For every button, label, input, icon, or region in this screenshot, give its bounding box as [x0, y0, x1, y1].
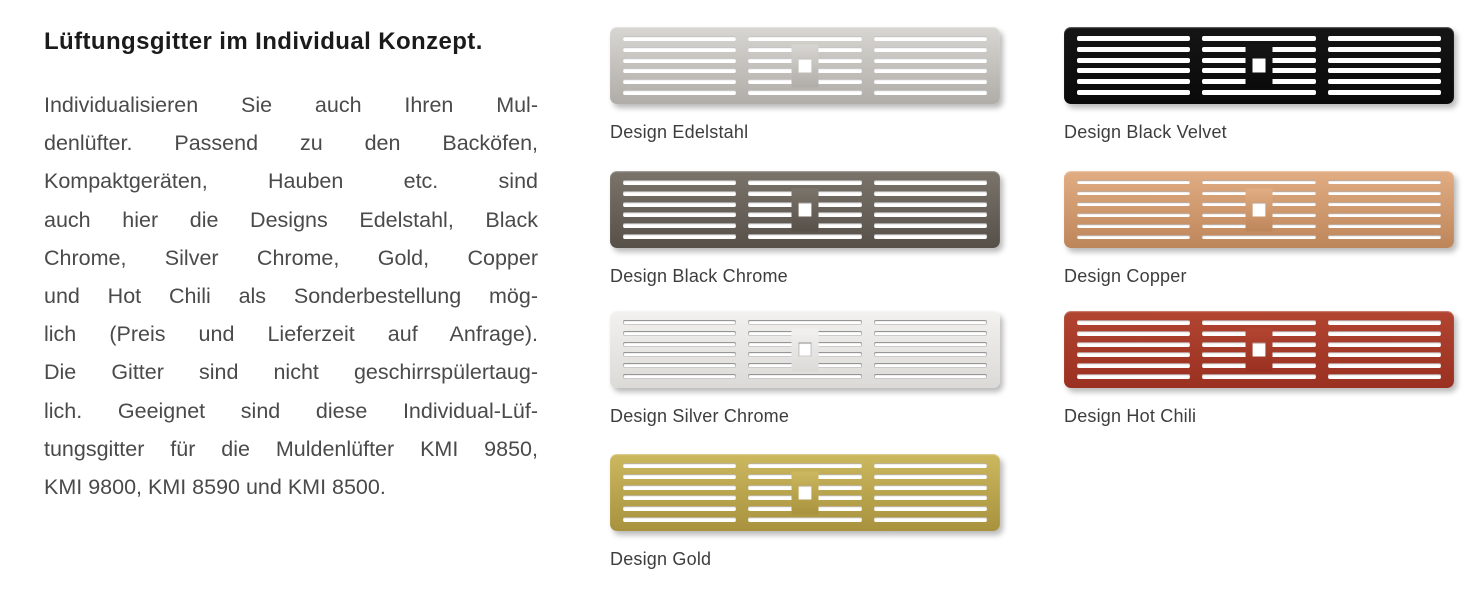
grille-slot [1328, 213, 1441, 217]
grille-slot [1328, 36, 1441, 41]
grille-slot [623, 463, 736, 468]
grille-image-silver-chrome [610, 311, 1000, 388]
grille-slot-column [748, 36, 861, 95]
grille-slot [1328, 374, 1441, 379]
grille-slot [1077, 352, 1190, 357]
grille-slot [623, 363, 736, 368]
grille-slot-column [1328, 320, 1441, 379]
grille-slot [1077, 90, 1190, 95]
paragraph-line: Individualisieren Sie auch Ihren Mul- [44, 93, 538, 117]
grille-slot [623, 36, 736, 41]
grille-slot [623, 202, 736, 207]
product-card-hot-chili [1064, 311, 1454, 427]
grille-slot-column [748, 320, 861, 379]
grille-slot [1077, 342, 1190, 347]
grille-slot-column [1328, 36, 1441, 95]
grille-slot [1077, 235, 1190, 239]
grille-slot [1077, 374, 1190, 379]
grille-slot [748, 234, 861, 239]
grille-slot-column [1328, 180, 1441, 239]
product-card-black-chrome [610, 171, 1000, 287]
paragraph-line: KMI 9800, KMI 8590 und KMI 8500. [44, 474, 386, 499]
grille-slot [1202, 36, 1315, 41]
grille-slot [874, 47, 987, 52]
grille-slot [874, 463, 987, 468]
paragraph-line: Die Gitter sind nicht geschirrspülertaug- [44, 360, 538, 385]
grille-center-hole [1252, 343, 1265, 357]
grille-slot [1328, 363, 1441, 368]
grille-slot [748, 517, 861, 522]
grille-slot [874, 352, 987, 357]
grille-slot-column [748, 463, 861, 522]
grille-slot [1328, 79, 1441, 84]
grille-slot [1202, 374, 1315, 379]
grille-slot [1328, 58, 1441, 63]
grille-slot [1077, 58, 1190, 63]
grille-slot [748, 180, 861, 185]
grille-slot [874, 58, 987, 63]
grille-slot [1077, 363, 1190, 368]
grille-slot [874, 331, 987, 336]
grille-slot [874, 485, 987, 490]
grille-slot [874, 202, 987, 207]
grille-slot [1077, 202, 1190, 206]
paragraph-line: lich. Geeignet sind diese Individual-Lüf- [44, 398, 538, 423]
grille-slot [874, 342, 987, 347]
grille-slot [1202, 180, 1315, 184]
grille-slot [1077, 191, 1190, 195]
grille-image-hot-chili [1064, 311, 1454, 388]
product-card-gold [610, 454, 1000, 570]
grille-slot [1077, 47, 1190, 52]
grille-slot [1328, 90, 1441, 95]
grille-slot [1328, 180, 1441, 184]
grille-slot-column [623, 180, 736, 239]
grille-slot [1328, 191, 1441, 195]
grille-slot [1202, 235, 1315, 239]
product-label-silver-chrome: Design Silver Chrome [610, 406, 790, 426]
grille-slot [1077, 79, 1190, 84]
grille-slot [1077, 36, 1190, 41]
grille-image-black-chrome [610, 171, 1000, 248]
grille-center-hole [798, 59, 811, 73]
grille-slot [1328, 320, 1441, 325]
grille-slot-column [874, 180, 987, 239]
paragraph-line: denlüfter. Passend zu den Backöfen, [44, 131, 538, 156]
product-label-edelstahl: Design Edelstahl [610, 122, 749, 142]
grille-slot-column [1077, 320, 1190, 379]
intro-paragraph [44, 86, 538, 506]
grille-image-black-velvet [1064, 27, 1454, 104]
grille-slot [623, 79, 736, 84]
grille-slot [1202, 90, 1315, 95]
grille-slot [1328, 224, 1441, 228]
grille-slot [1328, 342, 1441, 347]
product-card-black-velvet [1064, 27, 1454, 143]
grille-slot [874, 320, 987, 325]
grille-slot [1077, 224, 1190, 228]
grille-slot [748, 374, 861, 379]
grille-slot [623, 506, 736, 511]
grille-slot [1202, 320, 1315, 325]
grille-slot [1077, 68, 1190, 73]
grille-slot [623, 474, 736, 479]
product-label-black-velvet: Design Black Velvet [1064, 122, 1227, 142]
grille-slot [623, 374, 736, 379]
grille-slot [748, 320, 861, 325]
grille-slot [874, 506, 987, 511]
grille-slot [874, 223, 987, 228]
grille-slot [623, 517, 736, 522]
grille-slot-column [623, 36, 736, 95]
grille-image-edelstahl [610, 27, 1000, 104]
grille-slot [1077, 213, 1190, 217]
grille-slot [874, 517, 987, 522]
grille-slot [623, 58, 736, 63]
grille-slot-column [1202, 36, 1315, 95]
grille-slot [874, 79, 987, 84]
grille-slot [874, 363, 987, 368]
product-label-gold: Design Gold [610, 549, 712, 569]
grille-slot [1077, 180, 1190, 184]
grille-slot [874, 36, 987, 41]
grille-slot-column [1077, 36, 1190, 95]
grille-slot [874, 234, 987, 239]
product-label-hot-chili: Design Hot Chili [1064, 406, 1197, 426]
paragraph-line: und Hot Chili als Sonderbestellung mög- [44, 283, 538, 308]
grille-slot [623, 90, 736, 95]
grille-slot-column [623, 463, 736, 522]
grille-slot-column [874, 36, 987, 95]
grille-slot [1328, 68, 1441, 73]
grille-slot [748, 90, 861, 95]
grille-slot [623, 180, 736, 185]
product-label-black-chrome: Design Black Chrome [610, 266, 788, 286]
grille-slot [1077, 331, 1190, 336]
grille-center-hole [798, 203, 811, 217]
paragraph-line: auch hier die Designs Edelstahl, Black [44, 207, 538, 232]
grille-center-plate [1245, 44, 1272, 87]
grille-slot [874, 191, 987, 196]
grille-center-plate [791, 188, 818, 231]
grille-center-hole [1252, 59, 1265, 73]
grille-slot [874, 212, 987, 217]
grille-slot [623, 191, 736, 196]
grille-slot [1328, 202, 1441, 206]
grille-slot-column [748, 180, 861, 239]
grille-center-plate [1245, 188, 1272, 231]
page-title: Lüftungsgitter im Individual Konzept. [44, 28, 483, 55]
grille-center-plate [791, 328, 818, 371]
product-card-copper [1064, 171, 1454, 287]
grille-slot-column [1202, 180, 1315, 239]
grille-slot [874, 90, 987, 95]
paragraph-line: tungsgitter für die Muldenlüfter KMI 9850, [44, 436, 538, 461]
grille-center-hole [1252, 203, 1265, 217]
product-card-edelstahl [610, 27, 1000, 143]
grille-slot-column [623, 320, 736, 379]
grille-slot [748, 36, 861, 41]
grille-image-copper [1064, 171, 1454, 248]
grille-center-plate [791, 44, 818, 87]
grille-slot [623, 212, 736, 217]
grille-slot [748, 463, 861, 468]
grille-slot [874, 374, 987, 379]
grille-slot [874, 180, 987, 185]
grille-slot-column [874, 463, 987, 522]
paragraph-line: Chrome, Silver Chrome, Gold, Copper [44, 245, 538, 270]
product-card-silver-chrome [610, 311, 1000, 427]
grille-slot [1328, 47, 1441, 52]
grille-slot [874, 495, 987, 500]
grille-slot [623, 234, 736, 239]
grille-center-hole [798, 343, 811, 357]
grille-slot [1328, 331, 1441, 336]
grille-slot-column [1077, 180, 1190, 239]
paragraph-line: lich (Preis und Lieferzeit auf Anfrage). [44, 322, 538, 347]
grille-slot [623, 342, 736, 347]
grille-slot [874, 68, 987, 73]
grille-slot [1077, 320, 1190, 325]
grille-slot [1328, 235, 1441, 239]
grille-slot [623, 495, 736, 500]
grille-image-gold [610, 454, 1000, 531]
grille-slot [623, 47, 736, 52]
grille-slot-column [1202, 320, 1315, 379]
grille-slot [874, 474, 987, 479]
grille-slot [623, 485, 736, 490]
grille-slot [1328, 352, 1441, 357]
grille-slot [623, 320, 736, 325]
grille-slot [623, 331, 736, 336]
grille-slot [623, 352, 736, 357]
paragraph-line: Kompaktgeräten, Hauben etc. sind [44, 169, 538, 194]
grille-center-plate [1245, 328, 1272, 371]
grille-center-hole [798, 486, 811, 500]
grille-center-plate [791, 471, 818, 514]
grille-slot [623, 223, 736, 228]
product-label-copper: Design Copper [1064, 266, 1187, 286]
grille-slot [623, 68, 736, 73]
grille-slot-column [874, 320, 987, 379]
